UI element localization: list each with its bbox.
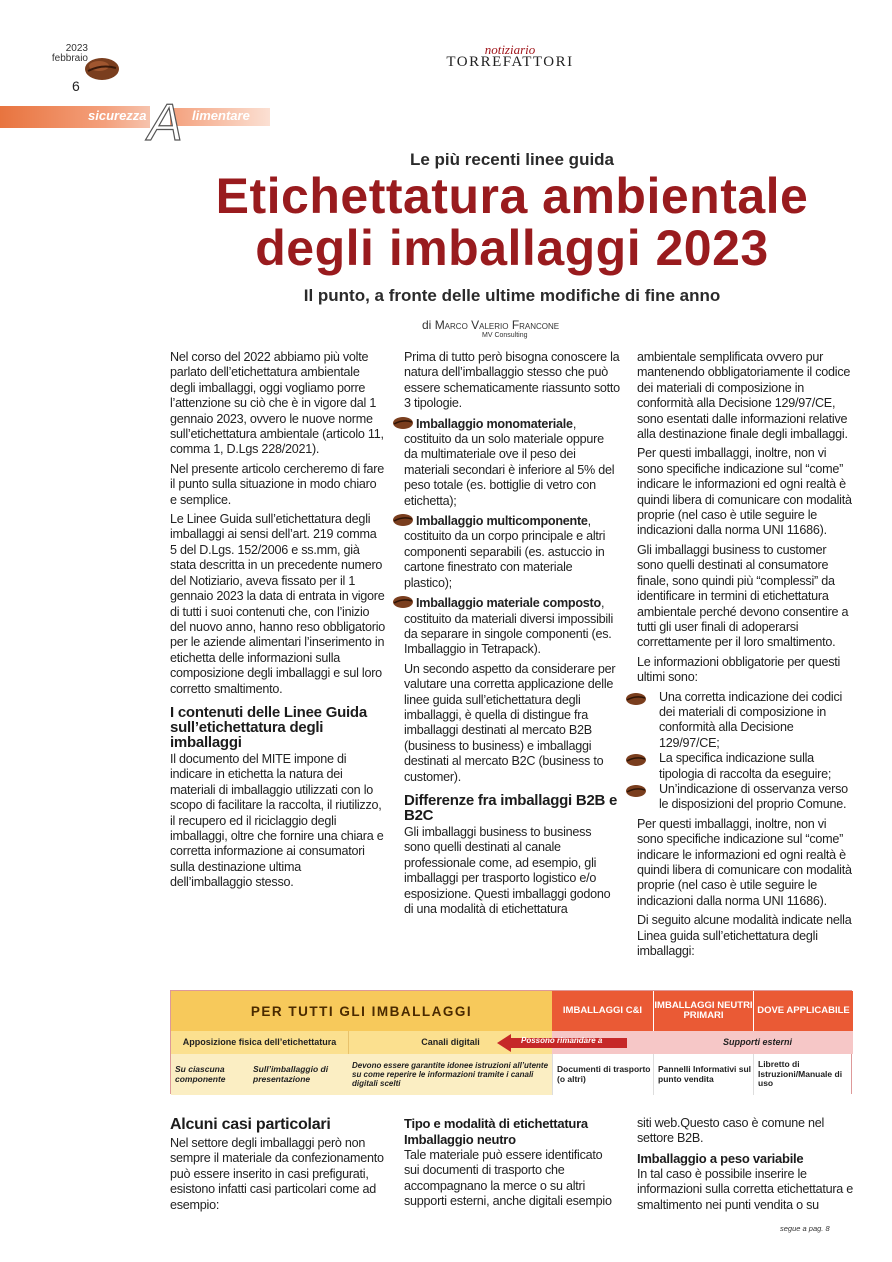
page-number: 6 [72,78,80,94]
cell-documenti: Documenti di trasporto (o altri) [552,1054,653,1095]
paragraph: In tal caso è possibile inserire le informazioni sulla corretta etichettatura e smaltimento nei punti vendita o su [637,1166,854,1212]
paragraph: Per questi imballaggi, inoltre, non vi sono specifiche indicazione sul “come” indicare le informazioni ed ogni realtà è quindi libera di comunicare con modalità proprie (nel caso è utile seguire le indicazioni dalla norma UNI 11686). [637,816,852,908]
labeling-table [170,990,852,1094]
article-title [0,170,892,274]
list-text: Una corretta indicazione dei codici dei materiali di composizione in conformità alla Decisione 129/97/CE; [659,689,843,750]
bullet-term: Imballaggio materiale composto [416,596,601,611]
issue-year: 2023 [65,43,88,54]
arrow-label: Possono rimandare a [521,1036,603,1045]
table-header-dove: DOVE APPLICABILE [753,991,853,1031]
brand-top: notiziario [484,42,536,57]
cell-libretto: Libretto di Istruzioni/Manuale di uso [753,1054,851,1095]
column-1 [170,350,386,895]
bottom-column-1 [170,1116,386,1217]
paragraph: Prima di tutto però bisogna conoscere la natura dell’imballaggio stesso che può essere schematicamente riassunto sotto 3 tipologie. [404,350,620,411]
table-header-all: PER TUTTI GLI IMBALLAGGI [171,991,552,1031]
list-item [404,513,620,591]
cell-su-ciascuna: Su ciascuna componente [171,1054,249,1095]
paragraph: Nel settore degli imballaggi però non sempre il materiale da confezionamento può essere inserito in casi prefigurati, esistono infatti casi particolari come ad esempio: [170,1136,384,1212]
cell-devono: Devono essere garantite idonee istruzioni all’utente su come reperire le informazioni tramite i canali digitali scelti [348,1054,552,1095]
column-2 [404,350,620,921]
paragraph: Il documento del MITE impone di indicare in etichetta la natura dei materiali di imballaggio utilizzati con lo scopo di facilitare la raccolta, il riutilizzo, il recupero ed il riciclaggio degli imballaggi, oltre che fornire una chiara e corretta informazione ai consumatori sulla destinazione ultima dell’imballaggio stesso. [170,751,384,890]
brand-name: TORREFATTORI [446,54,574,70]
paragraph: Per questi imballaggi, inoltre, non vi sono specifiche indicazione sul “come” indicare le informazioni ed ogni realtà è quindi libera di comunicare con modalità proprie (nel caso è utile seguire le indicazioni dalla norma UNI 11686). [637,446,852,538]
list-item [637,782,855,813]
coffee-bean-icon [392,513,414,527]
cell-sull-imballaggio: Sull’imballaggio di presentazione [249,1054,348,1095]
list-text: Un’indicazione di osservanza verso le disposizioni del proprio Comune. [659,781,848,812]
section-label-part2: limentare [192,108,250,123]
bottom-column-3 [637,1116,855,1217]
title-line-1: Etichettatura ambientale [215,168,809,224]
bullet-text: , costituito da un solo materiale oppure da multimateriale ove il peso dei materiali secondari è inferiore al 5% del peso totale (es. bottiglie di vetro con etichetta); [404,416,615,508]
column-3 [637,350,855,963]
issue-date [34,44,88,64]
author-name: Marco Valerio Francone [434,318,560,332]
heading-casi: Alcuni casi particolari [170,1116,331,1133]
paragraph: ambientale semplificata ovvero pur mantenendo obbligatoriamente il codice dei materiali di composizione in conformità alla Decisione 129/97/CE, sono esentati dalle informazioni relative alla destinazione finale degli imballaggi. [637,350,851,442]
coffee-bean-icon [625,784,647,798]
paragraph: Di seguito alcune modalità indicate nella Linea guida sull’etichettatura degli imballaggi: [637,913,852,959]
bullet-term: Imballaggio multicomponente [416,514,588,529]
issue-month: febbraio [51,53,88,64]
section-label-part1: sicurezza [88,108,147,123]
heading-contenuti: I contenuti delle Linee Guida sull’etichettatura degli imballaggi [170,703,367,751]
coffee-bean-icon [392,595,414,609]
heading-differenze: Differenze fra imballaggi B2B e B2C [404,791,618,824]
coffee-bean-icon [392,416,414,430]
coffee-bean-icon [84,56,120,82]
cell-canali: Canali digitali [348,1031,552,1054]
table-header-neutri: IMBALLAGGI NEUTRI PRIMARI [653,991,753,1031]
paragraph: Gli imballaggi business to customer sono quelli destinati al consumatore finale, sono quindi più “complessi” da identificare in termini di etichettatura ambientale perché devono consentire a tutti gli user finali di adoperarsi correttamente per il loro smaltimento. [637,542,849,650]
author-affiliation: MV Consulting [482,332,528,339]
title-line-2: degli imballaggi 2023 [255,220,769,276]
paragraph: Un secondo aspetto da considerare per valutare una corretta applicazione delle linee guida sull’etichettatura degli imballaggi, è quella di distingue fra imballaggi destinati al mercato B2B (business to business) e imballaggi destinati al mercato B2C (business to customer). [404,661,616,784]
bullet-text: , costituito da un corpo principale e altri componenti separabili (es. astuccio in cartone finestrato con materiale plastico); [404,514,606,590]
bottom-column-2 [404,1116,620,1214]
paragraph: siti web.Questo caso è comune nel settore B2B. [637,1116,825,1146]
cell-apposizione: Apposizione fisica dell’etichettatura [171,1031,348,1054]
list-text: La specifica indicazione sulla tipologia di raccolta da eseguire; [659,751,832,781]
paragraph: Nel presente articolo cercheremo di fare il punto sulla situazione in modo chiaro e semplice. [170,461,384,507]
continued-note: segue a pag. 8 [780,1224,830,1233]
paragraph: Le Linee Guida sull’etichettatura degli imballaggi ai sensi dell’art. 219 comma 5 del D.Lgs. 152/2006 e ss.mm, già stata descritta in un precedente numero del Notiziario, aveva fissato per il 1 gennaio 2023 la data di entrata in vigore di tutti i suoi contenuti che, con l’inizio del nuovo anno, hanno reso obbligatorio per le aziende alimentari l’inserimento in etichetta delle informazioni sulla composizione degli imballaggi e sul loro corretto smaltimento. [170,512,386,696]
list-item [404,416,620,509]
paragraph: Le informazioni obbligatorie per questi ultimi sono: [637,654,841,685]
bullet-text: , costituito da materiali diversi impossibili da separare in singole componenti (es. Imballaggio in Tetrapack). [404,596,614,657]
supporti-label: Supporti esterni [722,1037,792,1047]
list-item [637,690,855,752]
coffee-bean-icon [625,753,647,767]
byline-di: di [422,318,432,332]
list-item [404,595,620,658]
cell-pannelli: Pannelli Informativi sul punto vendita [653,1054,753,1095]
paragraph: Tale materiale può essere identificato sui documenti di trasporto che accompagnano la merce o su altri supporti esterni, anche digitali esempio [404,1148,612,1209]
section-letter-a [144,96,194,144]
heading-neutro: Imballaggio neutro [404,1132,516,1147]
heading-peso: Imballaggio a peso variabile [637,1150,804,1166]
table-header-ci: IMBALLAGGI C&I [552,991,653,1031]
coffee-bean-icon [625,692,647,706]
paragraph: Nel corso del 2022 abbiamo più volte parlato dell’etichettatura ambientale degli imballaggi, oggi vogliamo porre l’attenzione su ciò che è in vigore dal 1 gennaio 2023, ovvero le nuove norme sull’etichettatura ambientale (articolo 11, comma 1, D.Lgs 228/2021). [170,350,384,457]
svg-text:A: A [148,96,183,144]
heading-tipo: Tipo e modalità di etichettatura [404,1116,588,1131]
paragraph: Gli imballaggi business to business sono quelli destinati al canale professionale come, ad esempio, gli imballaggi per trasporto logistico e/o esposizione. Questi imballaggi godono di una modalità di etichettatura [404,824,611,916]
bullet-term: Imballaggio monomateriale [416,416,573,431]
kicker: Le più recenti linee guida [409,150,615,169]
byline [422,318,559,332]
list-item [637,751,855,782]
article-subtitle: Il punto, a fronte delle ultime modifiche di fine anno [303,286,721,305]
